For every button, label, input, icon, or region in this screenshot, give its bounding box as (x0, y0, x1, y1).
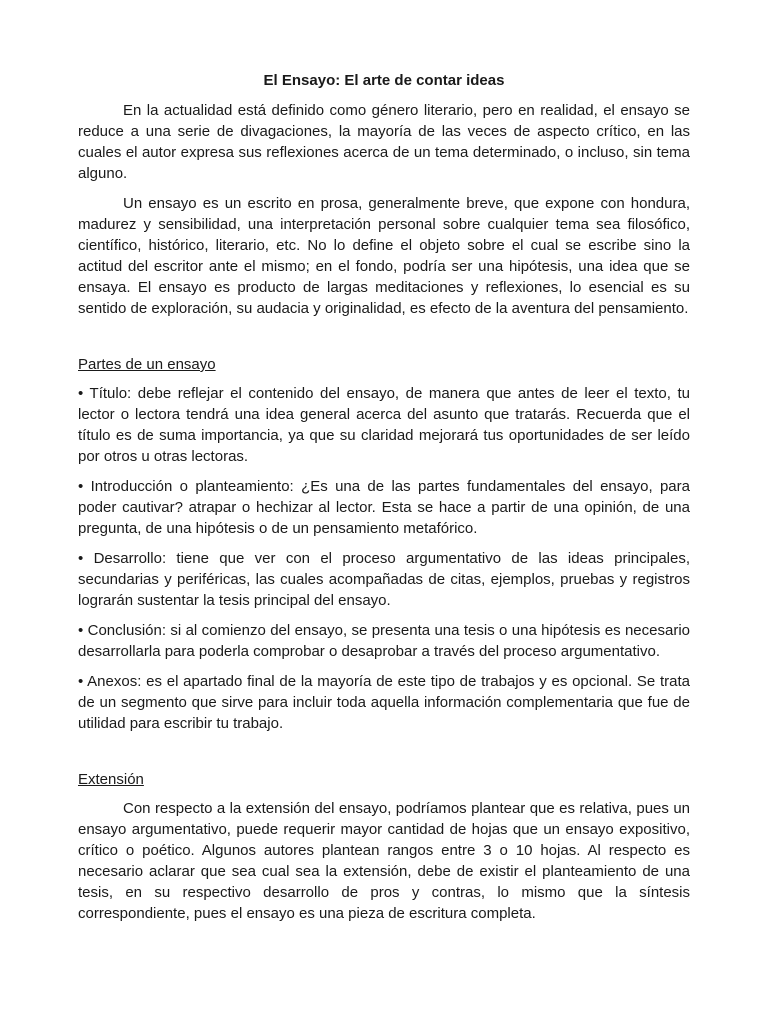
section-spacer (78, 743, 690, 769)
section-heading-partes: Partes de un ensayo (78, 356, 216, 373)
bullet-item-conclusion: • Conclusión: si al comienzo del ensayo, se presenta una tesis o una hipótesis es necesario desarrollarla para poderla comprobar o desaprobar a través del proceso argumentativo. (78, 622, 690, 660)
document-title: El Ensayo: El arte de contar ideas (263, 72, 505, 89)
intro-paragraph-1: En la actualidad está definido como género literario, pero en realidad, el ensayo se reduce a una serie de divagaciones, la mayoría de las veces de aspecto crítico, en las cuales el autor expresa sus reflexiones acerca de un tema determinado, o incluso, sin tema alguno. (78, 102, 690, 182)
extension-paragraph: Con respecto a la extensión del ensayo, podríamos plantear que es relativa, pues un ensayo argumentativo, puede requerir mayor cantidad de hojas que un ensayo expositivo, crítico o poético. Algunos autores plantean rangos entre 3 o 10 hojas. Al respecto es necesario aclarar que sea cual sea la extensión, debe de existir el planteamiento de una tesis, en su respectivo desarrollo de pros y contras, lo mismo que la síntesis correspondiente, pues el ensayo es una pieza de escritura completa. (78, 800, 690, 922)
bullet-item-titulo: • Título: debe reflejar el contenido del ensayo, de manera que antes de leer el texto, tu lector o lectora tendrá una idea general acerca del asunto que tratarás. Recuerda que el título es de suma importancia, ya que su claridad mejorará tus oportunidades de ser leído por otros u otras lectoras. (78, 385, 690, 465)
section-spacer (78, 328, 690, 354)
bullet-item-desarrollo: • Desarrollo: tiene que ver con el proceso argumentativo de las ideas principales, secundarias y periféricas, las cuales acompañadas de citas, ejemplos, pruebas y registros lograrán sustentar la tesis principal del ensayo. (78, 550, 690, 609)
section-heading-extension: Extensión (78, 771, 144, 788)
document-page (78, 70, 690, 933)
intro-paragraph-2: Un ensayo es un escrito en prosa, generalmente breve, que expone con hondura, madurez y sensibilidad, una interpretación personal sobre cualquier tema sea filosófico, científico, histórico, literario, etc. No lo define el objeto sobre el cual se escribe sino la actitud del escritor ante el mismo; en el fondo, podría ser una hipótesis, una idea que se ensaya. El ensayo es producto de largas meditaciones y reflexiones, lo esencial es su sentido de exploración, su audacia y originalidad, es efecto de la aventura del pensamiento. (78, 195, 690, 317)
bullet-item-introduccion: • Introducción o planteamiento: ¿Es una de las partes fundamentales del ensayo, para poder cautivar? atrapar o hechizar al lector. Esta se hace a partir de una opinión, de una pregunta, de una hipótesis o de un pensamiento metafórico. (78, 478, 690, 537)
bullet-item-anexos: • Anexos: es el apartado final de la mayoría de este tipo de trabajos y es opcional. Se trata de un segmento que sirve para incluir toda aquella información complementaria que fue de utilidad para escribir tu trabajo. (78, 673, 690, 732)
